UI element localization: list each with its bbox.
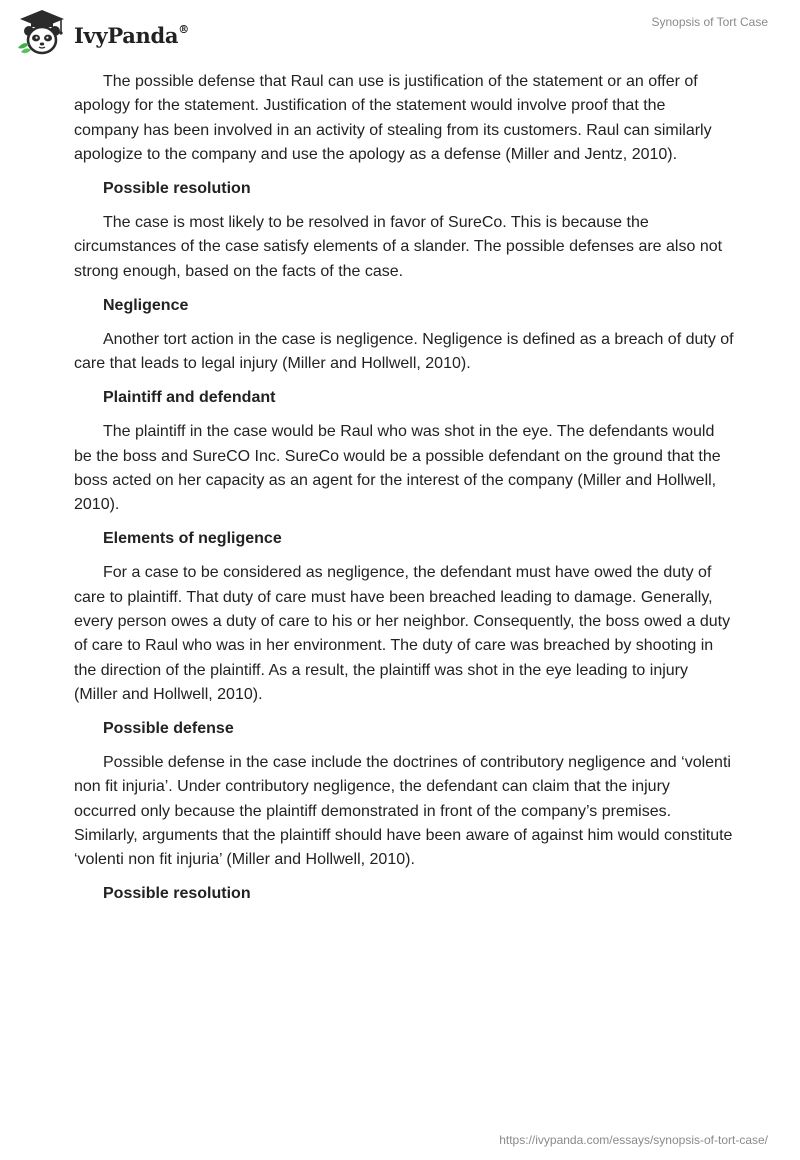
section-heading: Possible resolution [103,885,251,903]
document-title: Synopsis of Tort Case [651,15,768,29]
source-url[interactable]: https://ivypanda.com/essays/synopsis-of-tort-case/ [499,1133,768,1147]
paragraph: The possible defense that Raul can use is justification of the statement or an offer of apology for the statement. Justification of the statement would involve proof that the company has been involved in an activity of stealing from its customers. Raul can similarly apologize to the company and use the apology as a defense (Miller and Jentz, 2010). [74,73,712,163]
section-heading: Possible defense [103,720,234,737]
essay-body [74,70,734,916]
paragraph: For a case to be considered as negligence, the defendant must have owed the duty of care to plaintiff. That duty of care must have been breached leading to damage. Generally, every person owes a duty of care to his or her neighbor. Consequently, the boss owed a duty of care to Raul who was in her environment. The duty of care was breached by shooting in the direction of the plaintiff. As a result, the plaintiff was shot in the eye leading to injury (Miller and Hollwell, 2010). [74,564,731,703]
section-heading: Negligence [103,296,189,314]
paragraph: Another tort action in the case is negligence. Negligence is defined as a breach of duty of care that leads to legal injury (Miller and Hollwell, 2010). [74,330,734,373]
section-heading: Elements of negligence [103,530,282,548]
registered-mark: ® [178,22,189,36]
page-header [0,0,800,60]
paragraph: The case is most likely to be resolved in favor of SureCo. This is because the circumstances of the case satisfy elements of a slander. The possible defenses are also not strong enough, based on the facts of the case. [74,214,723,280]
paragraph: The plaintiff in the case would be Raul who was shot in the eye. The defendants would be the boss and SureCO Inc. SureCo would be a possible defendant on the ground that the boss acted on her capacity as an agent for the interest of the company (Miller and Hollwell, 2010). [74,423,721,514]
section-heading: Possible resolution [103,179,251,197]
panda-graduate-icon [14,8,70,56]
logo-wordmark: IvyPanda® [74,22,189,48]
section-heading: Plaintiff and defendant [103,389,276,407]
ivypanda-logo[interactable] [14,8,189,56]
paragraph: Possible defense in the case include the doctrines of contributory negligence and ‘volenti non fit injuria’. Under contributory negligence, the defendant can claim that the injury occurred only because the plaintiff demonstrated in front of the company’s premises. Similarly, arguments that the plaintiff should have been aware of against him would constitute ‘volenti non fit injuria’ (Miller and Hollwell, 2010). [74,754,733,869]
